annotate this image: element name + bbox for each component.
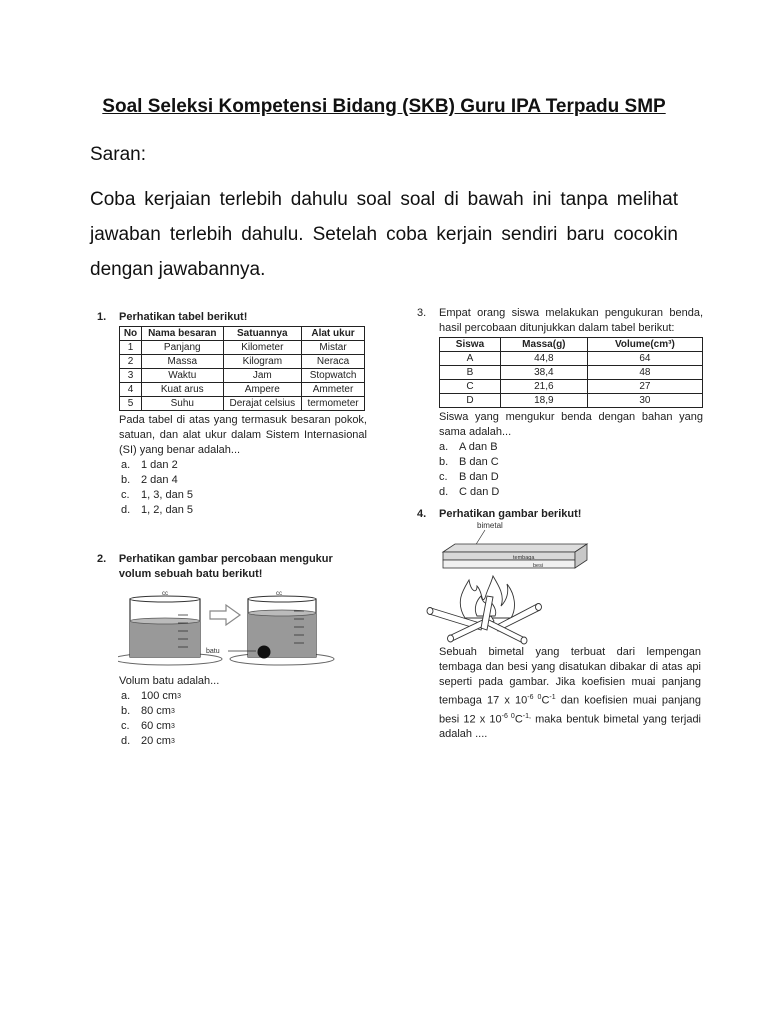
option-text: 1, 3, dan 5	[141, 489, 193, 501]
question-text: Sebuah bimetal yang terbuat dari lempengan tembaga dan besi yang disatukan dibakar di atas api seperti pada gambar. Jika koefisien muai panjang tembaga 17 x 10	[439, 646, 701, 707]
table-cell: 48	[587, 366, 702, 380]
question-3	[417, 306, 703, 500]
table-cell: B	[440, 366, 501, 380]
table-row	[120, 341, 365, 355]
question-text: Siswa yang mengukur benda dengan bahan yang sama adalah...	[439, 411, 703, 438]
option-text: C dan D	[459, 486, 500, 498]
table-cell: 18,9	[500, 394, 587, 408]
table-cell: 27	[587, 380, 702, 394]
column-header: Siswa	[440, 338, 501, 352]
table-cell: 64	[587, 352, 702, 366]
table-cell: 38,4	[500, 366, 587, 380]
option-key: d.	[121, 735, 131, 747]
question-number: 1.	[97, 311, 107, 323]
option-key: b.	[121, 705, 131, 717]
exponent: -1	[549, 694, 556, 701]
option-text: 100 cm	[141, 690, 178, 702]
option-text: B dan D	[459, 471, 499, 483]
table-cell: Panjang	[142, 341, 224, 355]
option-text: 80 cm	[141, 705, 171, 717]
column-header: Volume(cm³)	[587, 338, 702, 352]
answer-option	[439, 485, 703, 500]
option-sup: 3	[170, 738, 175, 745]
column-header: Alat ukur	[302, 327, 365, 341]
tembaga-label: tembaga	[513, 555, 535, 561]
beaker-figure	[118, 585, 338, 675]
table-cell: D	[440, 394, 501, 408]
table-cell: 1	[120, 341, 142, 355]
answer-option	[121, 473, 367, 488]
answer-option	[121, 503, 367, 518]
option-key: d.	[439, 486, 449, 498]
document-title: Soal Seleksi Kompetensi Bidang (SKB) Guru IPA Terpadu SMP	[102, 96, 666, 117]
table-cell: Neraca	[302, 355, 365, 369]
table-cell: Massa	[142, 355, 224, 369]
cc-label: cc	[276, 591, 282, 597]
intro-paragraph: Coba kerjaian terlebih dahulu soal soal di bawah ini tanpa melihat jawaban terlebih dahulu. Setelah coba kerjain sendiri baru cocokin dengan jawabannya.	[90, 189, 678, 280]
table-header-row	[440, 338, 703, 352]
column-header: Massa(g)	[500, 338, 587, 352]
table-row	[120, 369, 365, 383]
option-text: 60 cm	[141, 720, 171, 732]
table-row	[440, 394, 703, 408]
question-number: 3.	[417, 307, 427, 319]
table-row	[120, 383, 365, 397]
option-sup: 3	[177, 693, 181, 700]
answer-option	[121, 488, 367, 503]
question-text: Pada tabel di atas yang termasuk besaran pokok, satuan, dan alat ukur dalam Sistem Internasional (SI) yang benar adalah...	[119, 414, 367, 456]
table-cell: 3	[120, 369, 142, 383]
question-heading: Perhatikan gambar berikut!	[439, 508, 582, 520]
option-text: 1 dan 2	[141, 459, 178, 471]
option-text: 2 dan 4	[141, 474, 178, 486]
answer-option	[121, 719, 367, 734]
option-key: c.	[439, 471, 448, 483]
table-cell: 44,8	[500, 352, 587, 366]
table-cell: Kilogram	[223, 355, 302, 369]
option-key: d.	[121, 504, 131, 516]
column-header: No	[120, 327, 142, 341]
question-2-body	[97, 674, 367, 749]
answer-option	[121, 704, 367, 719]
answer-option	[121, 689, 367, 704]
option-key: c.	[121, 720, 130, 732]
exponent: -6 0	[527, 694, 542, 701]
copper-strip	[443, 552, 575, 560]
table-cell: 5	[120, 397, 142, 411]
table-cell: termometer	[302, 397, 365, 411]
question-heading: Empat orang siswa melakukan pengukuran benda, hasil percobaan ditunjukkan dalam tabel berikut:	[439, 307, 703, 334]
unit: C	[541, 694, 550, 707]
iron-strip	[443, 560, 575, 568]
table-cell: Suhu	[142, 397, 224, 411]
bimetal-label: bimetal	[477, 521, 503, 530]
batu-label: batu	[206, 648, 220, 655]
table-cell: Mistar	[302, 341, 365, 355]
column-header: Nama besaran	[142, 327, 224, 341]
option-key: a.	[121, 690, 131, 702]
question-text: maka bentuk bimetal yang terjadi adalah ....	[439, 713, 702, 741]
table-cell: 30	[587, 394, 702, 408]
table-cell: Stopwatch	[302, 369, 365, 383]
table-cell: A	[440, 352, 501, 366]
answer-option	[121, 458, 367, 473]
column-header: Satuannya	[223, 327, 302, 341]
option-key: b.	[439, 456, 449, 468]
table-row	[440, 352, 703, 366]
question-heading: Perhatikan tabel berikut!	[119, 311, 248, 323]
table-row	[120, 397, 365, 411]
option-text: 20 cm	[141, 735, 171, 747]
option-sup: 3	[170, 723, 175, 730]
table-header-row	[120, 327, 365, 341]
table-row	[120, 355, 365, 369]
arrow-right-icon	[210, 605, 240, 625]
exponent: -1,	[522, 712, 531, 720]
option-key: c.	[121, 489, 130, 501]
option-key: b.	[121, 474, 131, 486]
besi-label: besi	[533, 563, 544, 569]
option-text: 1, 2, dan 5	[141, 504, 193, 516]
table-cell: Ampere	[223, 383, 302, 397]
question-number: 2.	[97, 553, 107, 565]
table-cell: Kilometer	[223, 341, 302, 355]
q1-table	[119, 326, 365, 411]
table-cell: Kuat arus	[142, 383, 224, 397]
table-cell: Jam	[223, 369, 302, 383]
question-2	[97, 552, 367, 582]
question-text: Volum batu adalah...	[119, 675, 220, 687]
table-cell: Ammeter	[302, 383, 365, 397]
question-1	[97, 310, 367, 518]
option-key: a.	[121, 459, 131, 471]
q3-table	[439, 337, 703, 408]
option-text: A dan B	[459, 441, 498, 453]
unit: C	[514, 713, 523, 726]
answer-option	[439, 440, 703, 455]
question-text: dan koefisien muai panjang besi 12 x 10	[439, 694, 702, 726]
option-sup: 3	[170, 708, 175, 715]
table-row	[440, 366, 703, 380]
question-number: 4.	[417, 508, 427, 520]
table-row	[440, 380, 703, 394]
question-4-body	[439, 645, 701, 742]
bimetal-figure	[425, 520, 605, 645]
option-key: a.	[439, 441, 449, 453]
water-left	[130, 621, 200, 657]
exponent: -6 0	[501, 712, 515, 720]
cc-label: cc	[162, 591, 168, 597]
table-cell: Waktu	[142, 369, 224, 383]
answer-option	[121, 734, 367, 749]
table-cell: 2	[120, 355, 142, 369]
table-cell: C	[440, 380, 501, 394]
option-text: B dan C	[459, 456, 499, 468]
stone-icon	[258, 646, 271, 659]
table-cell: 4	[120, 383, 142, 397]
answer-option	[439, 470, 703, 485]
answer-option	[439, 455, 703, 470]
table-cell: 21,6	[500, 380, 587, 394]
table-cell: Derajat celsius	[223, 397, 302, 411]
saran-label: Saran:	[90, 144, 146, 165]
question-heading: Perhatikan gambar percobaan mengukur volum sebuah batu berikut!	[118, 553, 333, 580]
